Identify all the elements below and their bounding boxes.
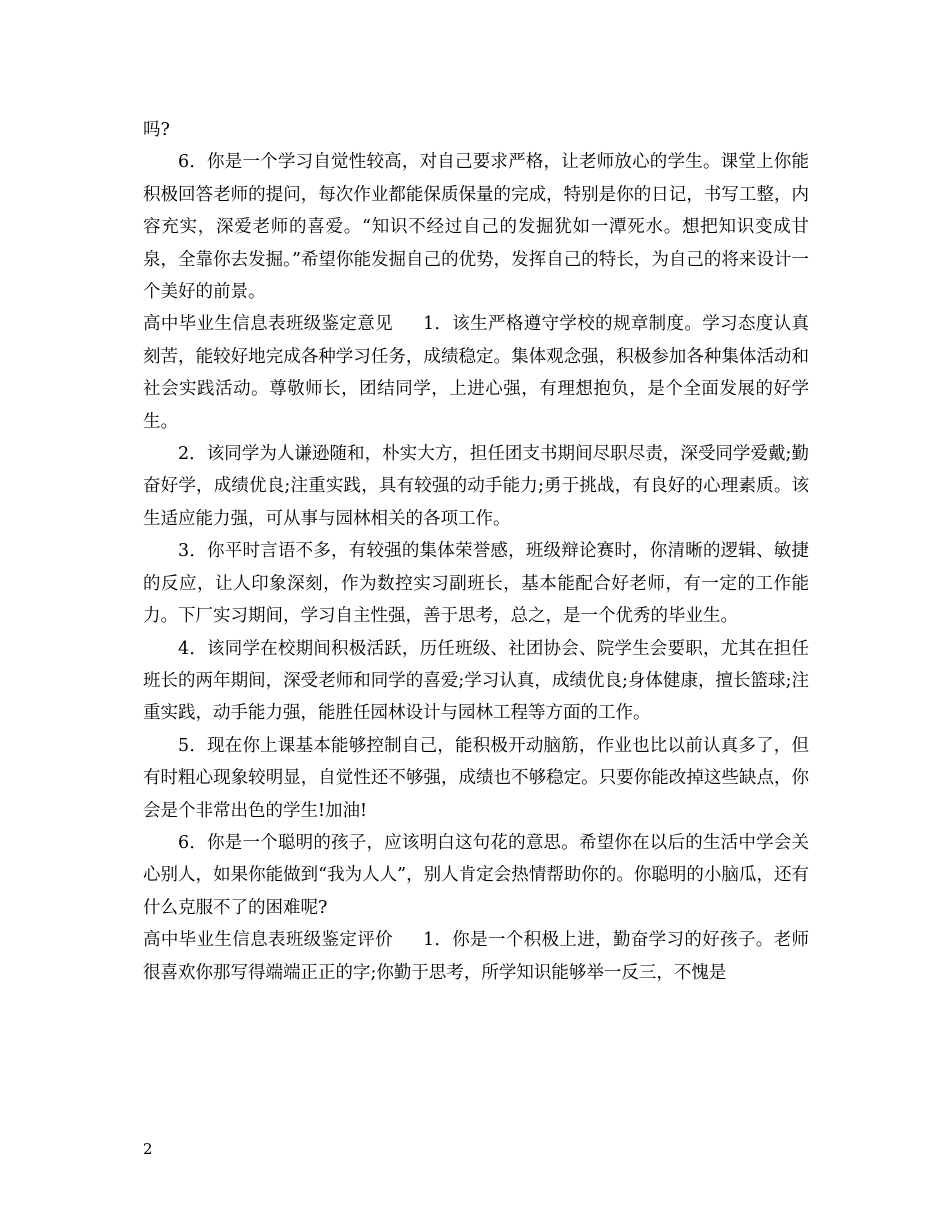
section-heading: 高中毕业生信息表班级鉴定意见: [143, 314, 393, 335]
paragraph-item-6b: [143, 827, 809, 924]
paragraph-text: 3．你平时言语不多，有较强的集体荣誉感，班级辩论赛时，你清晰的逻辑、敏捷的反应，让人印象深刻，作为数控实习副班长，基本能配合好老师，有一定的工作能力。下厂实习期间，学习自主性强，善于思考，总之，是一个优秀的毕业生。: [143, 541, 809, 627]
section-heading: 高中毕业生信息表班级鉴定评价: [143, 930, 393, 951]
page-number: 2: [143, 1140, 153, 1158]
paragraph-text: 1．你是一个积极上进，勤奋学习的好孩子。老师很喜欢你那写得端端正正的字;你勤于思考，所学知识能够举一反三，不愧是: [143, 930, 810, 983]
section-appraisal-evaluation: [143, 924, 809, 989]
paragraph-item-5: [143, 730, 809, 827]
paragraph-item-6: [143, 146, 809, 308]
document-body: [143, 114, 809, 989]
paragraph-item-3: [143, 535, 809, 632]
paragraph-text: 6．你是一个学习自觉性较高，对自己要求严格，让老师放心的学生。课堂上你能积极回答老师的提问，每次作业都能保质保量的完成，特别是你的日记，书写工整，内容充实，深爱老师的喜爱。“知识不经过自己的发掘犹如一潭死水。想把知识变成甘泉，全靠你去发掘。”希望你能发掘自己的优势，发挥自己的特长，为自己的将来设计一个美好的前景。: [143, 152, 809, 303]
paragraph-text: 6．你是一个聪明的孩子，应该明白这句花的意思。希望你在以后的生活中学会关心别人，如果你能做到“我为人人”，别人肯定会热情帮助你的。你聪明的小脑瓜，还有什么克服不了的困难呢?: [143, 832, 809, 918]
paragraph-continuation: [143, 114, 809, 146]
paragraph-text: 2．该同学为人谦逊随和，朴实大方，担任团支书期间尽职尽责，深受同学爱戴;勤奋好学，成绩优良;注重实践，具有较强的动手能力;勇于挑战，有良好的心理素质。该生适应能力强，可从事与园林相关的各项工作。: [143, 444, 809, 529]
paragraph-item-4: [143, 633, 809, 730]
paragraph-text: 5．现在你上课基本能够控制自己，能积极开动脑筋，作业也比以前认真多了，但有时粗心现象较明显，自觉性还不够强，成绩也不够稳定。只要你能改掉这些缺点，你会是个非常出色的学生!加油!: [143, 735, 809, 821]
paragraph-text: 吗?: [143, 120, 170, 140]
paragraph-item-2: [143, 438, 809, 535]
section-appraisal-opinion: [143, 308, 809, 438]
paragraph-text: 4．该同学在校期间积极活跃，历任班级、社团协会、院学生会要职，尤其在担任班长的两年期间，深受老师和同学的喜爱;学习认真，成绩优良;身体健康，擅长篮球;注重实践，动手能力强，能胜任园林设计与园林工程等方面的工作。: [143, 638, 809, 724]
paragraph-text: 1．该生严格遵守学校的规章制度。学习态度认真刻苦，能较好地完成各种学习任务，成绩稳定。集体观念强，积极参加各种集体活动和社会实践活动。尊敬师长，团结同学，上进心强，有理想抱负，是个全面发展的好学生。: [143, 314, 810, 432]
